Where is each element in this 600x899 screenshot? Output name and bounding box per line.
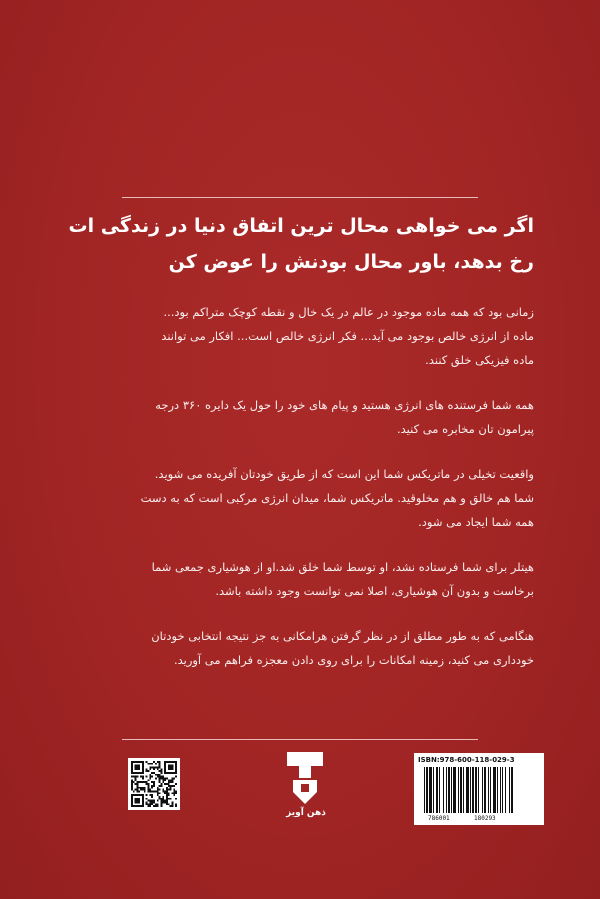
paragraph-line: هنگامی که به طور مطلق از در نظر گرفتن هرامکانی به جز نتیجه انتخابی خودتان xyxy=(151,629,534,643)
paragraph-line: واقعیت تخیلی در ماتریکس شما این است که از طریق خودتان آفریده می شوید. xyxy=(154,467,534,481)
paragraph-line: خودداری می کنید، زمینه امکانات را برای روی دادن معجزه فراهم می آورید. xyxy=(173,653,534,667)
paragraph-line: همه شما ایجاد می شود. xyxy=(418,515,534,529)
paragraph-5 xyxy=(64,624,534,672)
barcode-digits-left: 786001 xyxy=(428,815,450,822)
paragraph-line: هیتلر برای شما فرستاده نشد، او توسط شما خلق شد.او از هوشیاری جمعی شما xyxy=(151,560,534,574)
paragraph-1 xyxy=(64,300,534,372)
blurb xyxy=(64,300,534,693)
paragraph-line: شما هم خالق و هم مخلوقید. ماتریکس شما، میدان انرژی مرکبی است که به دست xyxy=(140,491,534,505)
headline-line-1: اگر می خواهی محال ترین اتفاق دنیا در زندگی ات xyxy=(68,215,534,237)
publisher-logo-icon xyxy=(283,748,329,814)
paragraph-line: ماده از انرژی خالص بوجود می آید... فکر انرژی خالص است... افکار می توانند xyxy=(161,329,534,343)
paragraph-line: همه شما فرستنده های انرژی هستید و پیام های خود را حول یک دایره ۳۶۰ درجه xyxy=(155,398,534,412)
headline xyxy=(64,208,534,280)
top-divider xyxy=(122,197,478,198)
headline-line-2: رخ بدهد، باور محال بودنش را عوض کن xyxy=(168,251,534,273)
paragraph-line: برخاست و بدون آن هوشیاری، اصلا نمی توانست وجود داشته باشد. xyxy=(215,584,534,598)
barcode-bars xyxy=(418,767,540,815)
isbn-label: ISBN:978-600-118-029-3 xyxy=(418,756,515,764)
publisher-name: ذهن آویز xyxy=(286,808,326,818)
bottom-divider xyxy=(122,739,478,740)
paragraph-line: پیرامون تان مخابره می کنید. xyxy=(396,422,534,436)
paragraph-line: زمانی بود که همه ماده موجود در عالم در یک خال و نقطه کوچک متراکم بود... xyxy=(163,305,534,319)
paragraph-3 xyxy=(64,462,534,534)
paragraph-2 xyxy=(64,393,534,441)
barcode-digits xyxy=(418,815,540,823)
qr-code-icon xyxy=(128,758,180,810)
paragraph-line: ماده فیزیکی خلق کنند. xyxy=(425,353,534,367)
barcode-digits-right: 180293 xyxy=(474,815,496,822)
paragraph-4 xyxy=(64,555,534,603)
isbn-barcode xyxy=(414,753,544,825)
